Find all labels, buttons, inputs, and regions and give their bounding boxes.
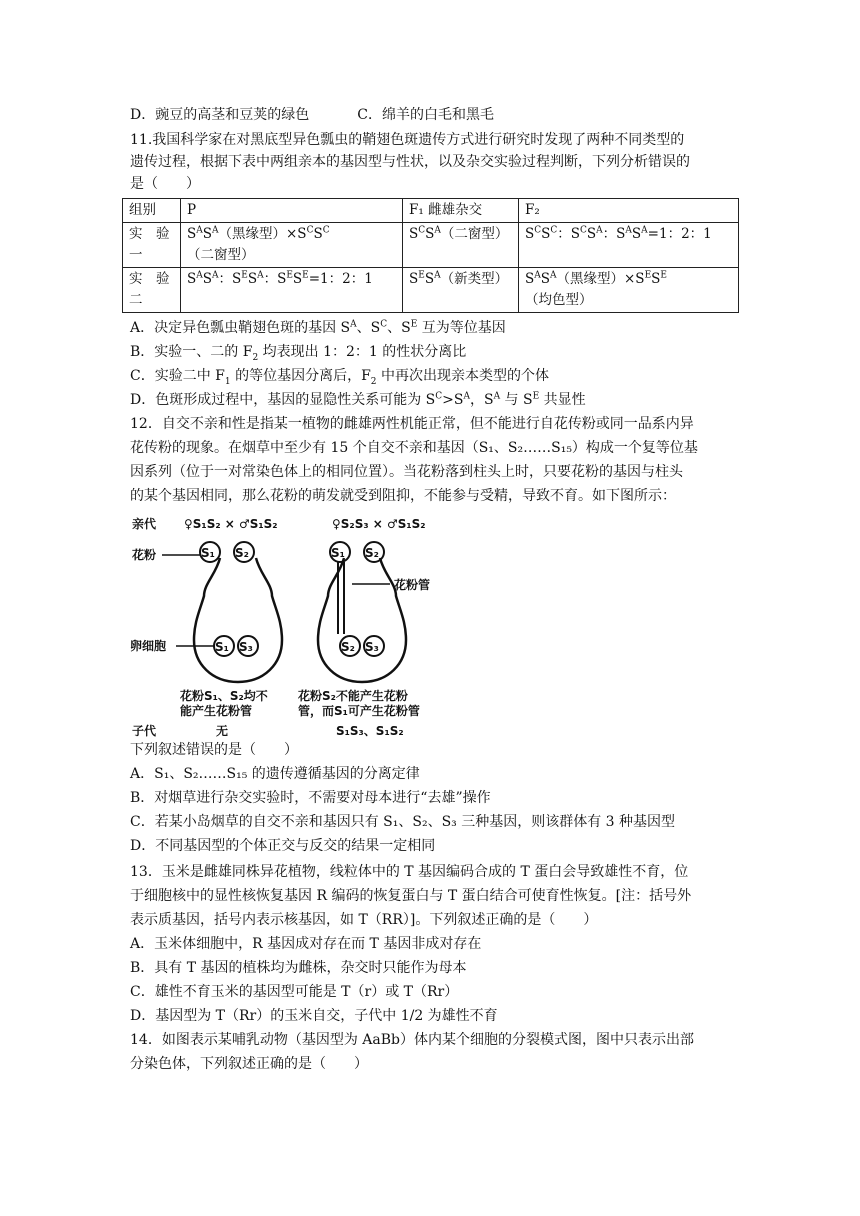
- pollen-s2-left: S₂: [235, 546, 249, 560]
- pollen-s1-left: S₁: [201, 546, 215, 560]
- q13-option-c: C．雄性不育玉米的基因型可能是 T（r）或 T（Rr）: [130, 984, 459, 1000]
- q12-option-a: A．S₁、S₂……S₁₅ 的遗传遵循基因的分离定律: [130, 766, 420, 782]
- q12-option-b: B．对烟草进行杂交实验时，不需要对母本进行“去雄”操作: [130, 790, 491, 806]
- label-offspring: 子代: [132, 724, 157, 738]
- q11-stem-line2: 遗传过程，根据下表中两组亲本的基因型与性状，以及杂交实验过程判断，下列分析错误的: [130, 154, 690, 170]
- cell-p: $S^AS^A$（黑缘型）$\times S^CS^C$（二窗型）: [181, 223, 403, 268]
- cell-f2: $S^CS^C$：$S^CS^A$：$S^AS^A=1$：2：1: [519, 223, 739, 268]
- label-pollen: 花粉: [132, 548, 157, 562]
- q10-option-c: C．绵羊的白毛和黑毛: [357, 107, 494, 123]
- cell-f2: $S^AS^A$（黑缘型）$\times S^ES^E$（均色型）: [519, 268, 739, 313]
- table-row: [123, 268, 739, 313]
- q14-stem-line2: 分染色体，下列叙述正确的是（ ）: [130, 1056, 368, 1072]
- q12-stem-line1: 12．自交不亲和性是指某一植物的雌雄两性机能正常，但不能进行自花传粉或同一品系内异: [130, 416, 694, 432]
- genetics-table: [122, 198, 739, 313]
- pollen-tube: [338, 562, 344, 634]
- ovule-s3-right: S₃: [365, 640, 379, 654]
- label-parent: 亲代: [132, 517, 157, 531]
- cross-right: ♀S₂S₃ × ♂S₁S₂: [332, 517, 426, 531]
- label-egg: 卵细胞: [130, 639, 167, 653]
- q13-option-b: B．具有 T 基因的植株均为雌株，杂交时只能作为母本: [130, 960, 467, 976]
- q12-option-c: C．若某小岛烟草的自交不亲和基因只有 S₁、S₂、S₃ 三种基因，则该群体有 3 种基因型: [130, 814, 676, 830]
- q13-stem-line3: 表示质基因，括号内表示核基因，如 T（RR）]。下列叙述正确的是（ ）: [130, 912, 598, 928]
- q11-option-d: D．色斑形成过程中，基因的显隐性关系可能为 $S^C>S^A$，$S^A$ 与 $S^E$ 共显性: [130, 391, 586, 408]
- cell-p: $S^AS^A$：$S^ES^A$：$S^ES^E=1$：2：1: [181, 268, 403, 313]
- header-p: P: [181, 199, 403, 223]
- ovule-s3-left: S₃: [239, 640, 253, 654]
- note-left-2: 能产生花粉管: [180, 704, 253, 718]
- header-f1: F₁ 雌雄杂交: [403, 199, 519, 223]
- q11-option-a: A．决定异色瓢虫鞘翅色斑的基因 $S^A$、$S^C$、$S^E$ 互为等位基因: [130, 319, 506, 336]
- table-row: [123, 223, 739, 268]
- row-label: 实 验 二: [123, 268, 181, 313]
- label-tube: 花粉管: [394, 578, 431, 592]
- q10-options: [130, 105, 494, 125]
- q12-stem-line2: 花传粉的现象。在烟草中至少有 15 个自交不亲和基因（S₁、S₂……S₁₅）构成一个复等位基: [130, 440, 698, 456]
- q11-stem-line3: 是（ ）: [130, 176, 200, 192]
- q12-stem-line4: 的某个基因相同，那么花粉的萌发就受到阻抑，不能参与受精，导致不育。如下图所示：: [130, 488, 676, 504]
- q11-stem-line1: 11.我国科学家在对黑底型异色瓢虫的鞘翅色斑遗传方式进行研究时发现了两种不同类型的: [130, 132, 685, 148]
- offspring-right: S₁S₃、S₁S₂: [336, 724, 404, 738]
- q13-option-a: A．玉米体细胞中，R 基因成对存在而 T 基因非成对存在: [130, 936, 482, 952]
- header-f2: F₂: [519, 199, 739, 223]
- table-header-row: [123, 199, 739, 223]
- pistil-left: [194, 558, 282, 682]
- pollination-figure: [128, 512, 456, 740]
- note-right-1: 花粉S₂不能产生花粉: [298, 689, 408, 703]
- cell-f1: $S^ES^A$（新类型）: [403, 268, 519, 313]
- pollen-s1-right: S₁: [331, 546, 345, 560]
- q10-option-d: D．豌豆的高茎和豆荚的绿色: [130, 107, 310, 123]
- q13-stem-line2: 于细胞核中的显性核恢复基因 R 编码的恢复蛋白与 T 蛋白结合可使育性恢复。[注：括号外: [130, 888, 692, 904]
- pistil-right: [318, 558, 406, 682]
- pollination-diagram: [128, 512, 456, 740]
- ovule-s1-left: S₁: [215, 640, 229, 654]
- q12-question: 下列叙述错误的是（ ）: [130, 742, 298, 758]
- row-label: 实 验 一: [123, 223, 181, 268]
- q14-stem-line1: 14．如图表示某哺乳动物（基因型为 AaBb）体内某个细胞的分裂模式图，图中只表示出部: [130, 1032, 694, 1048]
- q13-stem-line1: 13．玉米是雌雄同株异花植物，线粒体中的 T 基因编码合成的 T 蛋白会导致雄性不育，位: [130, 864, 689, 880]
- q11-option-c: C．实验二中 $F_1$ 的等位基因分离后，$F_2$ 中再次出现亲本类型的个体: [130, 368, 549, 387]
- header-group: 组别: [123, 199, 181, 223]
- q13-option-d: D．基因型为 T（Rr）的玉米自交，子代中 1/2 为雄性不育: [130, 1008, 498, 1024]
- note-right-2: 管，而S₁可产生花粉管: [298, 704, 420, 718]
- q11-option-b: B．实验一、二的 $F_2$ 均表现出 1：2：1 的性状分离比: [130, 344, 467, 363]
- cross-left: ♀S₁S₂ × ♂S₁S₂: [184, 517, 278, 531]
- ovule-s2-right: S₂: [341, 640, 355, 654]
- note-left-1: 花粉S₁、S₂均不: [180, 689, 268, 703]
- pollen-s2-right: S₂: [365, 546, 379, 560]
- offspring-none: 无: [216, 724, 229, 738]
- q12-stem-line3: 因系列（位于一对常染色体上的相同位置）。当花粉落到柱头上时，只要花粉的基因与柱头: [130, 464, 683, 480]
- q12-option-d: D．不同基因型的个体正交与反交的结果一定相同: [130, 838, 436, 854]
- cell-f1: $S^CS^A$（二窗型）: [403, 223, 519, 268]
